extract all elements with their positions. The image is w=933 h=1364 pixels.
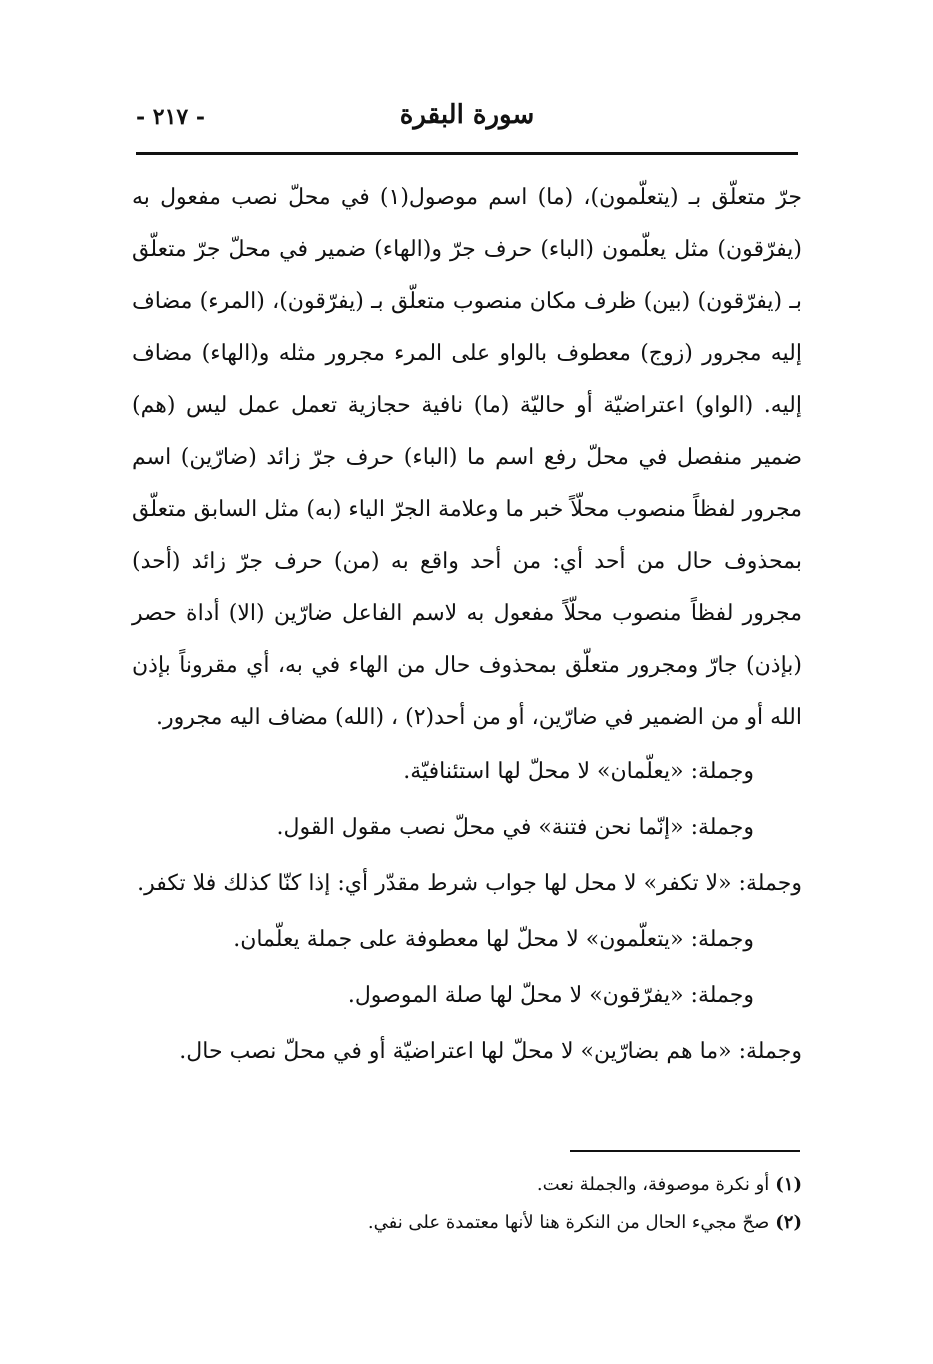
footnote-text-2: صحّ مجيء الحال من النكرة هنا لأنها معتمدة على نفي. bbox=[367, 1212, 770, 1233]
surah-title: سورة البقرة bbox=[399, 100, 535, 130]
sentence-analysis-5: وجملة: «يفرّقون» لا محلّ لها صلة الموصول. bbox=[347, 983, 754, 1008]
main-text bbox=[132, 172, 802, 1080]
sentence-analysis-6: وجملة: «ما هم بضارّين» لا محلّ لها اعتراضيّة أو في محلّ نصب حال. bbox=[179, 1039, 802, 1064]
footnote-mark-1: (١) bbox=[775, 1174, 802, 1195]
footnotes bbox=[132, 1166, 802, 1242]
sentence-analysis-4: وجملة: «يتعلّمون» لا محلّ لها معطوفة على جملة يعلّمان. bbox=[233, 927, 754, 952]
footnote-text-1: أو نكرة موصوفة، والجملة نعت. bbox=[536, 1174, 770, 1195]
grammar-paragraph: جرّ متعلّق بـ (يتعلّمون)، (ما) اسم موصول(١) في محلّ نصب مفعول به (يفرّقون) مثل يعلّمون (الباء) حرف جرّ و(الهاء) ضمير في محلّ جرّ متعلّق بـ (يفرّقون) (بين) ظرف مكان منصوب متعلّق بـ (يفرّقون)، (المرء) مضاف إليه مجرور (زوج) معطوف بالواو على المرء مجرور مثله و(الهاء) مضاف إليه. (الواو) اعتراضيّة أو حاليّة (ما) نافية حجازية تعمل عمل ليس (هم) ضمير منفصل في محلّ رفع اسم ما (الباء) حرف جرّ زائد (ضارّين) اسم مجرور لفظاً منصوب محلّاً خبر ما وعلامة الجرّ الياء (به) مثل السابق متعلّق بمحذوف حال من أحد أي: من أحد واقع به (من) حرف جرّ زائد (أحد) مجرور لفظاً منصوب محلّاً مفعول به لاسم الفاعل ضارّين (الا) أداة حصر (بإذن) جارّ ومجرور متعلّق بمحذوف حال من الهاء في به، أي مقروناً بإذن الله أو من الضمير في ضارّين، أو من أحد(٢) ، (الله) مضاف اليه مجرور. bbox=[132, 185, 803, 730]
page-number: - ٢١٧ - bbox=[136, 104, 206, 130]
page-header bbox=[136, 96, 798, 140]
header-divider bbox=[136, 152, 798, 155]
sentence-analysis-1: وجملة: «يعلّمان» لا محلّ لها استئنافيّة. bbox=[403, 759, 754, 784]
footnote-divider bbox=[570, 1150, 800, 1152]
footnote-1 bbox=[132, 1166, 802, 1204]
sentence-analysis-3: وجملة: «لا تكفر» لا محل لها جواب شرط مقدّر أي: إذا كنّا كذلك فلا تكفر. bbox=[137, 871, 802, 896]
footnote-mark-2: (٢) bbox=[775, 1212, 802, 1233]
footnote-2 bbox=[132, 1204, 802, 1242]
sentence-analysis-2: وجملة: «إنّما نحن فتنة» في محلّ نصب مقول القول. bbox=[276, 815, 754, 840]
